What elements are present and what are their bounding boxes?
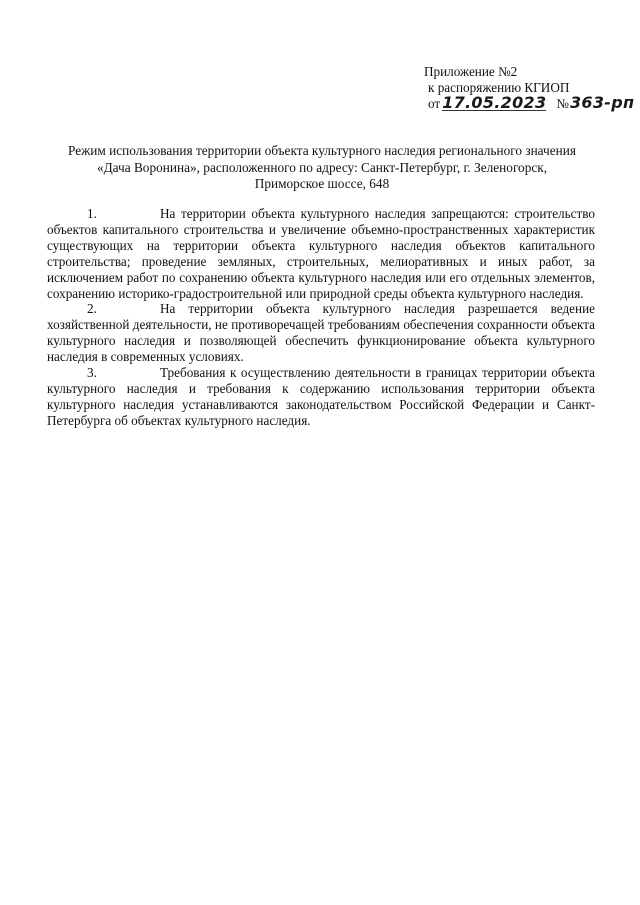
paragraph-1 <box>47 206 595 301</box>
handwritten-number: 363-рп <box>570 93 635 112</box>
paragraph-3 <box>47 365 595 429</box>
document-body <box>47 206 595 429</box>
appendix-header <box>424 64 635 112</box>
paragraph-2 <box>47 301 595 365</box>
handwritten-date: 17.05.2023 <box>442 93 547 112</box>
appendix-date-number <box>424 93 635 112</box>
number-prefix: № <box>556 96 569 111</box>
title-line-1: Режим использования территории объекта культурного наследия регионального значения <box>68 143 576 158</box>
paragraph-number: 3. <box>87 365 97 381</box>
title-line-3: Приморское шоссе, 648 <box>254 176 390 191</box>
paragraph-number: 1. <box>87 206 97 221</box>
paragraph-text: На территории объекта культурного наследия запрещаются: строительство объектов капитального строительства и увеличение объемно-пространственных характеристик существующих на территории объекта культурного наследия объектов капитального строительства; проведение земляных, строительных, мелиоративных и иных работ, за исключением работ по сохранению объекта культурного наследия или его отдельных элементов, сохранению историко-градостроительной или природной среды объекта культурного наследия. <box>47 206 595 301</box>
document-title <box>60 143 584 193</box>
paragraph-text: На территории объекта культурного наследия разрешается ведение хозяйственной деятельности, не противоречащей требованиям обеспечения сохранности объекта культурного наследия и позволяющей обеспечить функционирование объекта культурного наследия в современных условиях. <box>47 301 595 365</box>
paragraph-number: 2. <box>87 301 97 317</box>
appendix-reference: к распоряжению КГИОП <box>428 80 570 95</box>
appendix-title: Приложение №2 <box>424 64 518 79</box>
paragraph-text: Требования к осуществлению деятельности в границах территории объекта культурного наследия и требования к содержанию использования территории объекта культурного наследия устанавливаются законодательством Российской Федерации и Санкт-Петербурга об объектах культурного наследия. <box>47 365 595 428</box>
title-line-2: «Дача Воронина», расположенного по адресу: Санкт-Петербург, г. Зеленогорск, <box>96 159 548 175</box>
from-prefix: от <box>428 96 441 111</box>
